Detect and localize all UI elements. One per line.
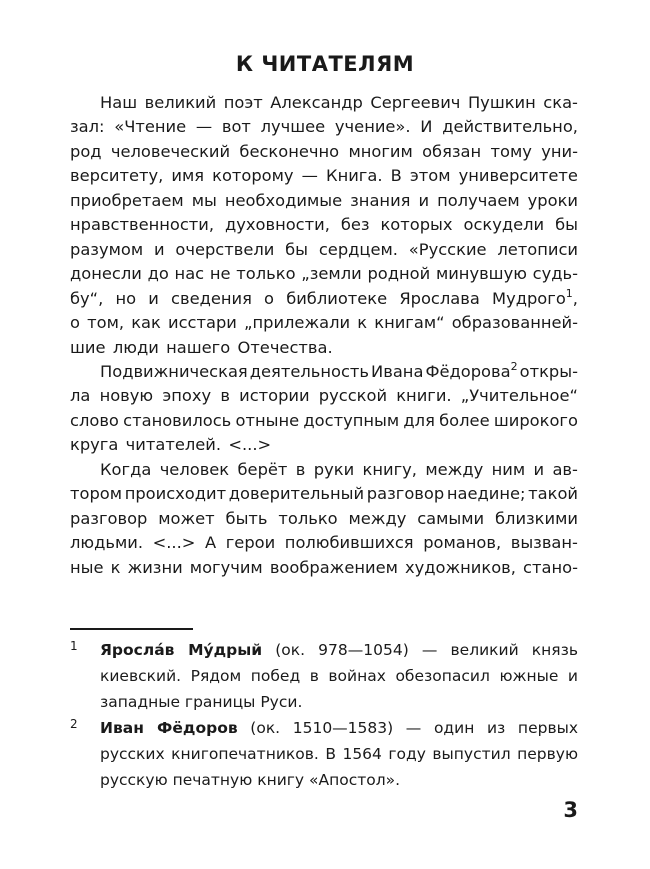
text-line (70, 238, 578, 262)
text-line (70, 409, 578, 433)
word: художников, (405, 557, 516, 577)
text-line (70, 556, 578, 580)
word: как (131, 313, 161, 333)
word: в (220, 386, 230, 406)
footnote-text: (ок. 978—1054) — великий князь киевский. Рядом побед в войнах обезопасил южные и западные границы Руси. (100, 641, 579, 711)
word: ним (491, 459, 526, 479)
word: широкого (493, 410, 578, 430)
word: более (439, 410, 490, 430)
page-title: К ЧИТАТЕЛЯМ (235, 52, 415, 76)
word: близкими (495, 508, 578, 528)
word: уроки (527, 190, 578, 210)
word: руки (313, 459, 355, 479)
word: эпоху (162, 386, 212, 406)
word: многим (348, 141, 413, 161)
word: знания (350, 190, 411, 210)
word: нравственности, (70, 215, 215, 235)
word: могучим (189, 557, 263, 577)
word: мы (191, 190, 217, 210)
word: В (390, 166, 402, 186)
word: бы (285, 239, 309, 259)
word: такой (528, 484, 578, 504)
word: родной (367, 264, 431, 284)
text-line (70, 336, 578, 360)
word: наедине; (446, 484, 526, 504)
word: донесли (70, 264, 142, 284)
word: Наш (100, 93, 138, 112)
word: поэт (223, 93, 263, 112)
word: истории (239, 386, 310, 406)
word: слово (70, 410, 119, 430)
word: ав- (552, 459, 578, 479)
word: между (348, 508, 407, 528)
word: человеческий (110, 141, 231, 161)
word: Когда (100, 459, 152, 479)
word: университете (458, 166, 578, 186)
footnote-number: 1 (70, 639, 78, 653)
word: которому (212, 166, 294, 186)
word: без (340, 215, 370, 235)
text-line (70, 189, 578, 213)
word: берёт (237, 459, 288, 479)
word: только (236, 264, 296, 284)
word: книги. (396, 386, 452, 406)
word: до (147, 264, 169, 284)
main-text (70, 91, 578, 580)
word: русской (318, 386, 388, 406)
word: том, (87, 313, 125, 333)
word: новую (99, 386, 154, 406)
word: лучшее (260, 117, 326, 137)
word: „земли (301, 264, 362, 284)
word: о (70, 313, 80, 333)
text-line (70, 213, 578, 237)
text-line (70, 531, 578, 555)
footnote (70, 715, 578, 793)
footnote-ref: 1 (565, 286, 573, 300)
word: сердцем. (318, 239, 398, 259)
word: о (264, 288, 275, 308)
word: отныне (235, 410, 300, 430)
word: „Учительное“ (460, 386, 578, 406)
text-line (70, 311, 578, 335)
word: — (195, 117, 213, 137)
word: Отечества. (237, 337, 333, 357)
text-line (70, 115, 578, 139)
word: судь- (532, 264, 578, 284)
word: уни- (541, 141, 578, 161)
text-line (70, 287, 578, 311)
word: образованней- (451, 313, 578, 333)
word: становилось (123, 410, 232, 430)
word: А (205, 533, 217, 553)
word: духовности, (224, 215, 330, 235)
word: род (70, 141, 102, 161)
word: — (301, 166, 318, 186)
word: и (153, 239, 165, 259)
word: круга (70, 435, 119, 455)
word: и (418, 190, 430, 210)
word: Книга. (326, 166, 383, 186)
word: не (209, 264, 231, 284)
word: Ярослава (399, 288, 480, 308)
word: необходимые (224, 190, 343, 210)
line-tail: , (572, 288, 578, 308)
word: может (158, 508, 215, 528)
word: Ивана (371, 361, 424, 381)
word: тором (70, 484, 123, 504)
word: очерствели (175, 239, 275, 259)
word: приобретаем (70, 190, 184, 210)
word: Пушкин (467, 93, 536, 112)
word: Фёдорова$^2$ (425, 359, 518, 381)
word: герои (225, 533, 276, 553)
word: книгам“ (374, 313, 445, 333)
word: людьми. (70, 533, 144, 553)
word: романов, (423, 533, 502, 553)
word: ные (70, 557, 104, 577)
word: книгу, (362, 459, 417, 479)
word: нашего (166, 337, 231, 357)
footnote-name: Иван Фёдоров (100, 719, 238, 737)
word: происходит (124, 484, 227, 504)
word: и (533, 459, 545, 479)
text-line (70, 140, 578, 164)
word: Мудрого$^1$, (492, 286, 578, 308)
text-line (70, 507, 578, 531)
word: которых (380, 215, 453, 235)
word: учение». (334, 117, 411, 137)
text-line (70, 91, 578, 115)
word: деятельность (249, 361, 369, 381)
word: исстари (168, 313, 237, 333)
footnote-name: Яросла́в Му́дрый (100, 641, 263, 659)
text-line (70, 482, 578, 506)
word: получаем (437, 190, 520, 210)
word: воображением (269, 557, 398, 577)
word: бесконечно (239, 141, 340, 161)
word: разумом (70, 239, 144, 259)
word: стано- (523, 557, 578, 577)
word: вызван- (510, 533, 578, 553)
word: тому (490, 141, 532, 161)
word: в (295, 459, 306, 479)
word: вот (221, 117, 251, 137)
footnote-divider (70, 628, 193, 630)
word: откры- (519, 361, 578, 381)
word: оскудели (463, 215, 545, 235)
word: разговор (70, 508, 148, 528)
word: <...> (152, 533, 196, 553)
footnote-ref: 2 (510, 359, 518, 373)
word: обязан (422, 141, 482, 161)
word: имя (171, 166, 205, 186)
word: самыми (417, 508, 485, 528)
word: но (115, 288, 137, 308)
word: летописи (497, 239, 578, 259)
word: к (110, 557, 121, 577)
word: читателей. (125, 435, 222, 455)
word: Подвижническая (100, 361, 248, 381)
word: «Русские (408, 239, 487, 259)
word: ла (70, 386, 91, 406)
word: Александр (270, 93, 363, 112)
word: минувшую (435, 264, 527, 284)
word: жизни (127, 557, 183, 577)
word: великий (144, 93, 217, 112)
text-line (70, 433, 578, 457)
word: библиотеке (286, 288, 388, 308)
word: зал: (70, 117, 105, 137)
word: доступным (303, 410, 400, 430)
text-line (70, 458, 578, 482)
page-number: 3 (563, 798, 578, 822)
word: ска- (543, 93, 578, 112)
word: быть (225, 508, 268, 528)
word: для (403, 410, 435, 430)
word: только (278, 508, 338, 528)
word: действительно, (442, 117, 578, 137)
word: И (420, 117, 433, 137)
word: <...> (228, 435, 272, 455)
text-line (70, 262, 578, 286)
word: нас (174, 264, 205, 284)
footnote-number: 2 (70, 717, 78, 731)
text-line (70, 360, 578, 384)
word: доверительный (228, 484, 365, 504)
word: люди (112, 337, 159, 357)
word: этом (409, 166, 451, 186)
word: бы (555, 215, 578, 235)
footnotes (70, 637, 578, 793)
text-line (70, 164, 578, 188)
word: человек (159, 459, 230, 479)
text-line (70, 384, 578, 408)
word: шие (70, 337, 106, 357)
word: верситету, (70, 166, 164, 186)
word: к (357, 313, 368, 333)
word: Сергеевич (370, 93, 461, 112)
word: сведения (171, 288, 252, 308)
word: между (425, 459, 484, 479)
word: бу“, (70, 288, 104, 308)
footnote (70, 637, 578, 715)
footnote-text: (ок. 1510—1583) — один из первых русских книгопечатников. В 1564 году выпустил первую русскую печатную книгу «Апостол». (100, 719, 578, 789)
word: полюбившихся (284, 533, 414, 553)
word: „прилежали (244, 313, 351, 333)
word: «Чтение (114, 117, 187, 137)
word: разговор (366, 484, 445, 504)
word: и (148, 288, 159, 308)
